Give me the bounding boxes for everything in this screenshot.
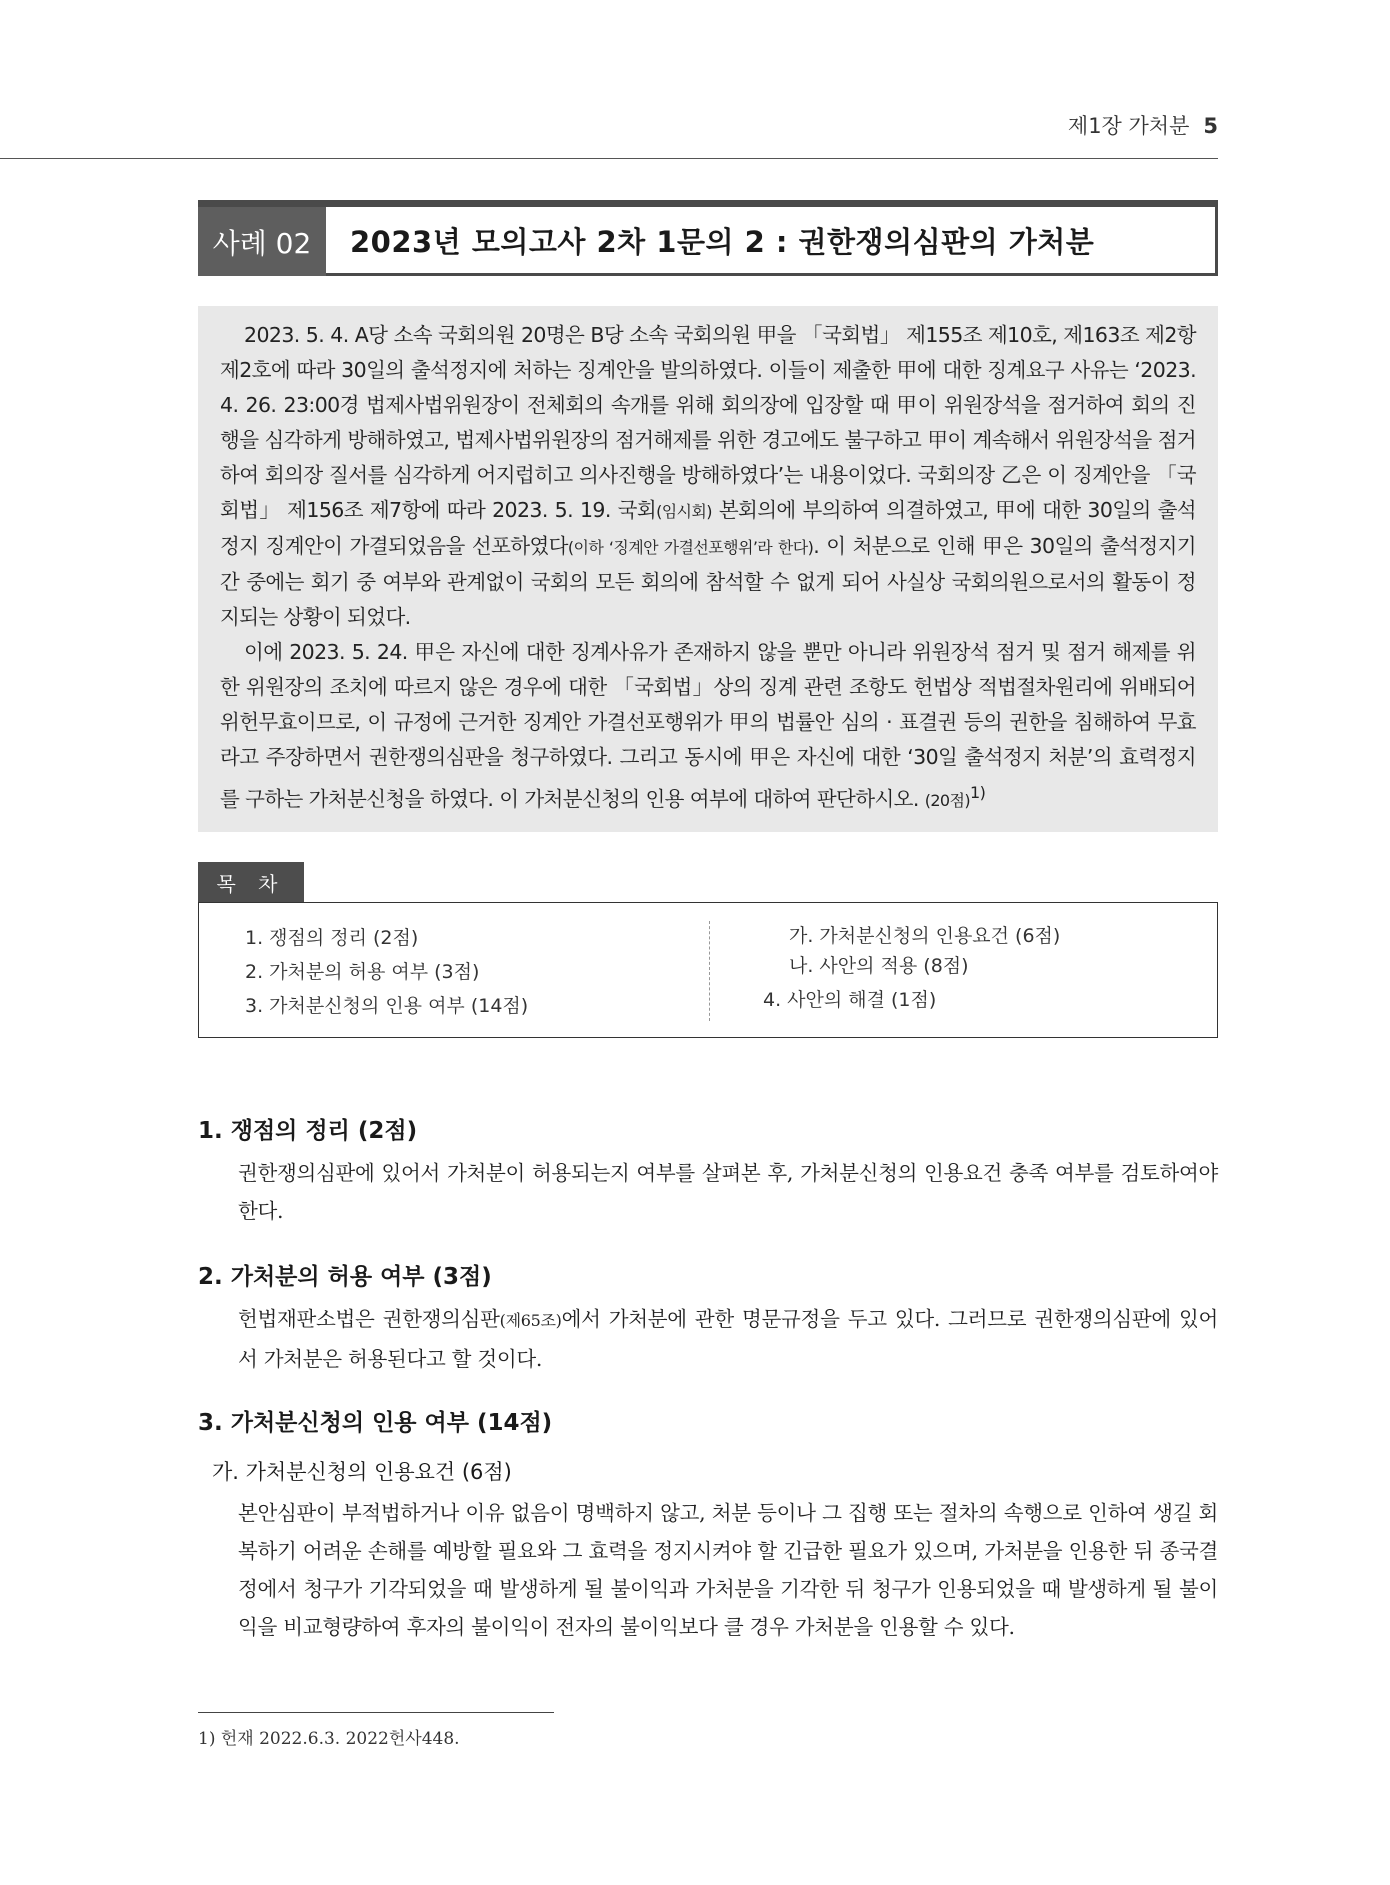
section-1-heading: 1. 쟁점의 정리 (2점) [198, 1118, 418, 1144]
footnote-ref[interactable]: 1) [970, 783, 986, 802]
toc-item: 3. 가처분신청의 인용 여부 (14점) [245, 995, 529, 1017]
section-3a-heading: 가. 가처분신청의 인용요건 (6점) [212, 1460, 512, 1484]
toc-box [198, 902, 1218, 1038]
page-number: 5 [1203, 114, 1218, 138]
page-header [0, 110, 1218, 140]
section-3a-body: 본안심판이 부적법하거나 이유 없음이 명백하지 않고, 처분 등이나 그 집행 또는 절차의 속행으로 인하여 생길 회복하기 어려운 손해를 예방할 필요와 그 효력을 정지시켜야 할 긴급한 필요가 있으며, 가처분을 인용한 뒤 종국결정에서 청구가 기각되었을 때 발생하게 될 불이익과 가처분을 기각한 뒤 청구가 인용되었을 때 발생하게 될 불이익을 비교형량하여 후자의 불이익이 전자의 불이익보다 클 경우 가처분을 인용할 수 있다. [238, 1501, 1218, 1639]
toc-item: 2. 가처분의 허용 여부 (3점) [245, 961, 480, 983]
toc-item: 4. 사안의 해결 (1점) [763, 989, 937, 1011]
case-note: (임시회) [656, 502, 712, 521]
case-score: (20점) [924, 790, 971, 810]
toc-item: 나. 사안의 적용 (8점) [789, 955, 969, 977]
case-paragraph-2 [220, 635, 1196, 818]
body-note: (제65조) [499, 1311, 562, 1330]
toc-label: 목 차 [198, 862, 304, 902]
section-3-heading: 3. 가처분신청의 인용 여부 (14점) [198, 1410, 553, 1436]
case-text: 2023. 5. 4. A당 소속 국회의원 20명은 B당 소속 국회의원 甲을 「국회법」 제155조 제10호, 제163조 제2항 제2호에 따라 30일의 출석정지에 처하는 징계안을 발의하였다. 이들이 제출한 甲에 대한 징계요구 사유는 ‘2023. 4. 26. 23:00경 법제사법위원장이 전체회의 속개를 위해 회의장에 입장할 때 甲이 위원장석을 점거하여 회의 진행을 심각하게 방해하였고, 법제사법위원장의 점거해제를 위한 경고에도 불구하고 甲이 계속해서 위원장석을 점거하여 회의장 질서를 심각하게 어지럽히고 의사진행을 방해하였다’는 내용이었다. 국회의장 乙은 이 징계안을 「국회법」 제156조 제7항에 따라 2023. 5. 19. 국회 [220, 323, 1196, 522]
case-tag: 사례 02 [198, 200, 326, 276]
section-2-heading: 2. 가처분의 허용 여부 (3점) [198, 1264, 492, 1290]
case-paragraph-1 [220, 318, 1196, 635]
body-text: 헌법재판소법은 권한쟁의심판 [238, 1307, 500, 1331]
chapter-title: 제1장 가처분 [1067, 114, 1190, 138]
toc-divider [709, 921, 710, 1021]
case-title: 2023년 모의고사 2차 1문의 2 : 권한쟁의심판의 가처분 [326, 200, 1218, 276]
header-rule [0, 158, 1218, 159]
case-note: (이하 ‘징계안 가결선포행위’라 한다) [567, 538, 814, 557]
case-text: 이에 2023. 5. 24. 甲은 자신에 대한 징계사유가 존재하지 않을 뿐만 아니라 위원장석 점거 및 점거 해제를 위한 위원장의 조치에 따르지 않은 경우에 대한 「국회법」상의 징계 관련 조항도 헌법상 적법절차원리에 위배되어 위헌무효이므로, 이 규정에 근거한 징계안 가결선포행위가 甲의 법률안 심의 · 표결권 등의 권한을 침해하여 무효라고 주장하면서 권한쟁의심판을 청구하였다. 그리고 동시에 甲은 자신에 대한 ‘30일 출석정지 처분’의 효력정지를 구하는 가처분신청을 하였다. 이 가처분신청의 인용 여부에 대하여 판단하시오. [220, 640, 1196, 811]
case-title-bar [198, 200, 1218, 276]
toc-item: 1. 쟁점의 정리 (2점) [245, 927, 419, 949]
footnote-rule [198, 1712, 554, 1713]
footnote: 1) 헌재 2022.6.3. 2022헌사448. [198, 1729, 460, 1749]
case-problem-box [198, 306, 1218, 832]
toc-item: 가. 가처분신청의 인용요건 (6점) [789, 925, 1061, 947]
case-text: . 이 처분으로 인해 甲은 30일의 출석정지기간 중에는 회기 중 여부와 관계없이 국회의 모든 회의에 참석할 수 없게 되어 사실상 국회의원으로서의 활동이 정지되는 상황이 되었다. [220, 534, 1196, 629]
case-text: 본회의에 부의하여 의결하였고, 甲에 대한 30일의 출석정지 징계안이 가결되었음을 선포하였다 [220, 498, 1196, 558]
body-text: 에서 가처분에 관한 명문규정을 두고 있다. 그러므로 권한쟁의심판에 있어서 가처분은 허용된다고 할 것이다. [238, 1307, 1218, 1371]
section-2-body [238, 1300, 1218, 1378]
section-1-body: 권한쟁의심판에 있어서 가처분이 허용되는지 여부를 살펴본 후, 가처분신청의 인용요건 충족 여부를 검토하여야한다. [238, 1161, 1218, 1223]
